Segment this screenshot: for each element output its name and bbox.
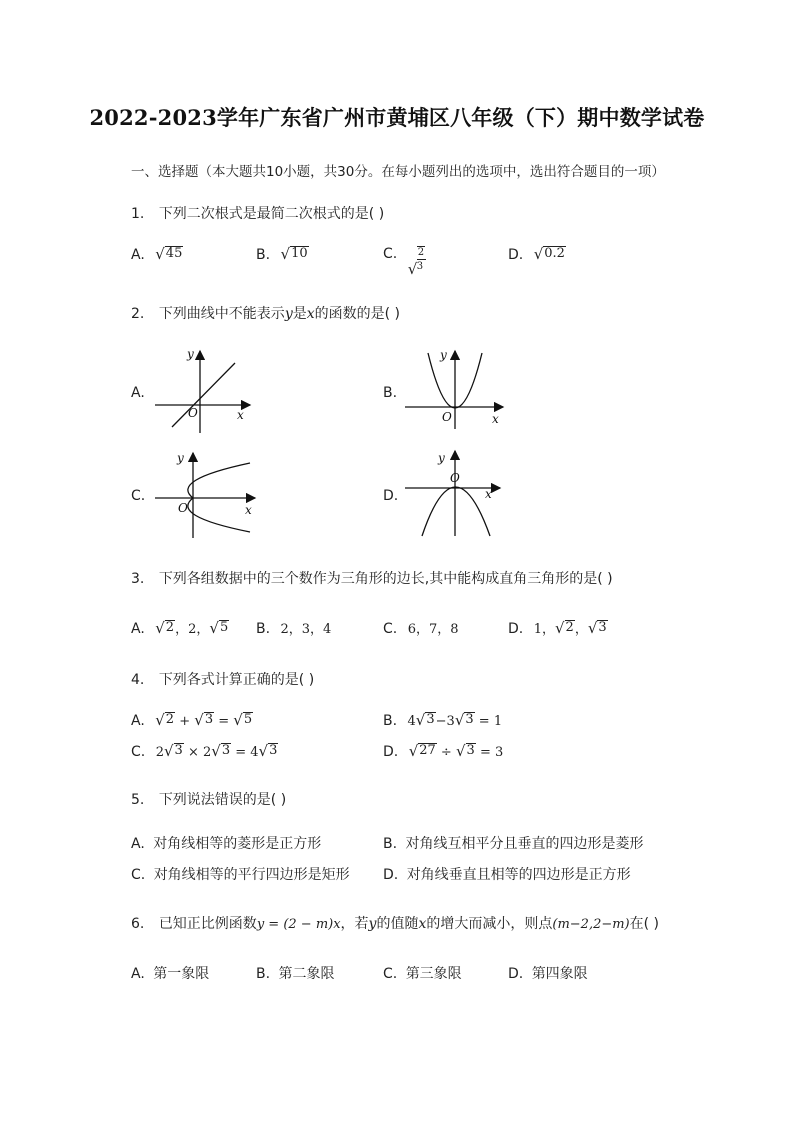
radicand: 0.2 xyxy=(544,246,565,261)
q3-option-a[interactable]: A. √ 2 ，2， √ 5 xyxy=(131,619,229,637)
q1-option-d[interactable]: D. √ 0.2 xyxy=(508,244,565,263)
graph-d-parabola-down xyxy=(400,448,510,540)
option-label: A. xyxy=(131,712,145,729)
origin-label: O xyxy=(450,471,460,485)
curve xyxy=(422,487,490,536)
y-label: y xyxy=(440,348,447,362)
question-stem-b: 是 xyxy=(292,306,307,322)
q2-option-b-label[interactable]: B. xyxy=(383,385,398,401)
q4-option-c[interactable]: C. 2 √ 3 × 2 √ 3 = 4 √ 3 xyxy=(131,741,278,760)
y-label: y xyxy=(187,347,194,361)
x-label: x xyxy=(485,487,492,501)
question-stem: 下列二次根式是最简二次根式的是( ) xyxy=(158,206,385,222)
q5-option-a[interactable]: A. 对角线相等的菱形是正方形 xyxy=(131,836,322,852)
fraction-denominator: 3 xyxy=(416,261,424,272)
graph-b-parabola-up xyxy=(400,345,510,430)
var-x: x xyxy=(306,306,315,322)
question-3 xyxy=(131,568,613,588)
question-4 xyxy=(131,669,314,689)
page-title: 2022-2023学年广东省广州市黄埔区八年级（下）期中数学试卷 xyxy=(89,105,705,130)
fraction-numerator: 2 xyxy=(417,247,425,258)
y-label: y xyxy=(177,451,184,465)
fraction-bar xyxy=(417,259,426,260)
question-stem: 下列各组数据中的三个数作为三角形的边长,其中能构成直角三角形的是( ) xyxy=(158,571,613,587)
q4-option-a[interactable]: A. √ 2 + √ 3 = √ 5 xyxy=(131,710,253,729)
x-label: x xyxy=(492,412,499,426)
option-label: A. xyxy=(131,246,145,263)
q1-option-c[interactable] xyxy=(383,246,428,276)
option-label: B. xyxy=(256,621,271,637)
question-5 xyxy=(131,789,286,809)
q3-option-c[interactable]: C. 6，7，8 xyxy=(383,621,459,637)
option-label: C. xyxy=(383,621,398,637)
q5-option-b[interactable]: B. 对角线互相平分且垂直的四边形是菱形 xyxy=(383,836,644,852)
section-heading: 一、选择题（本大题共10小题，共30分。在每小题列出的选项中，选出符合题目的一项） xyxy=(131,164,665,180)
q6-option-d[interactable]: D. 第四象限 xyxy=(508,966,588,982)
option-label: A. xyxy=(131,836,145,852)
option-label: D. xyxy=(508,621,524,637)
option-label: D. xyxy=(383,867,399,883)
option-label: B. xyxy=(383,836,398,852)
question-stem-a: 下列曲线中不能表示 xyxy=(158,306,285,322)
x-label: x xyxy=(237,408,244,422)
graph-c-sideways-parabola xyxy=(150,448,260,540)
option-label: C. xyxy=(131,867,146,883)
radicand: 45 xyxy=(165,246,183,261)
origin-label: O xyxy=(188,406,198,420)
q1-option-b[interactable]: B. √ 10 xyxy=(256,244,308,263)
q1-option-a[interactable]: A. √ 45 xyxy=(131,244,183,263)
question-number: 1. xyxy=(131,206,145,222)
q5-option-d[interactable]: D. 对角线垂直且相等的四边形是正方形 xyxy=(383,867,631,883)
question-stem: 下列说法错误的是( ) xyxy=(158,792,287,808)
question-6: 6. 已知正比例函数y = (2 − m)x，若y的值随x的增大而减小，则点(m−2,2−m)在( ) xyxy=(131,916,660,932)
option-label: D. xyxy=(508,246,524,263)
option-label: C. xyxy=(383,246,398,262)
radicand: 10 xyxy=(291,246,308,261)
y-label: y xyxy=(438,451,445,465)
q4-option-d[interactable]: D. √ 27 ÷ √ 3 = 3 xyxy=(383,741,504,760)
function-expression: y = (2 − m)x xyxy=(256,917,341,932)
q4-option-b[interactable]: B. 4 √ 3 −3 √ 3 = 1 xyxy=(383,710,503,729)
q2-option-a-label[interactable]: A. xyxy=(131,385,145,401)
q6-option-a[interactable]: A. 第一象限 xyxy=(131,966,210,982)
origin-label: O xyxy=(178,501,188,515)
point-expression: (m−2,2−m) xyxy=(552,917,630,932)
q2-option-d-label[interactable]: D. xyxy=(383,488,399,504)
origin-label: O xyxy=(442,410,452,424)
q3-option-b[interactable]: B. 2，3，4 xyxy=(256,621,332,637)
question-1 xyxy=(131,203,384,223)
option-label: A. xyxy=(131,966,145,982)
question-number: 4. xyxy=(131,672,145,688)
graph-a-line xyxy=(150,345,260,435)
q5-option-c[interactable]: C. 对角线相等的平行四边形是矩形 xyxy=(131,867,350,883)
question-stem-c: 的函数的是( ) xyxy=(314,306,401,322)
option-label: C. xyxy=(131,743,146,760)
curve xyxy=(172,363,235,427)
question-number: 3. xyxy=(131,571,145,587)
x-label: x xyxy=(245,503,252,517)
question-number: 5. xyxy=(131,792,145,808)
question-number: 2. xyxy=(131,306,145,322)
var-y: y xyxy=(284,306,293,322)
question-stem: 下列各式计算正确的是( ) xyxy=(158,672,315,688)
option-label: A. xyxy=(131,621,145,637)
q3-option-d[interactable]: D. 1， √ 2 ， √ 3 xyxy=(508,619,607,637)
option-label: D. xyxy=(383,743,399,760)
question-stem-a: 已知正比例函数 xyxy=(158,916,257,932)
fraction-radical: √ 2 3 xyxy=(407,247,425,278)
question-2 xyxy=(131,303,400,323)
option-label: B. xyxy=(256,966,271,982)
q6-option-c[interactable]: C. 第三象限 xyxy=(383,966,462,982)
question-number: 6. xyxy=(131,916,145,932)
option-label: B. xyxy=(383,712,398,729)
option-label: D. xyxy=(508,966,524,982)
q2-option-c-label[interactable]: C. xyxy=(131,488,146,504)
option-label: C. xyxy=(383,966,398,982)
q6-option-b[interactable]: B. 第二象限 xyxy=(256,966,335,982)
option-label: B. xyxy=(256,246,271,263)
